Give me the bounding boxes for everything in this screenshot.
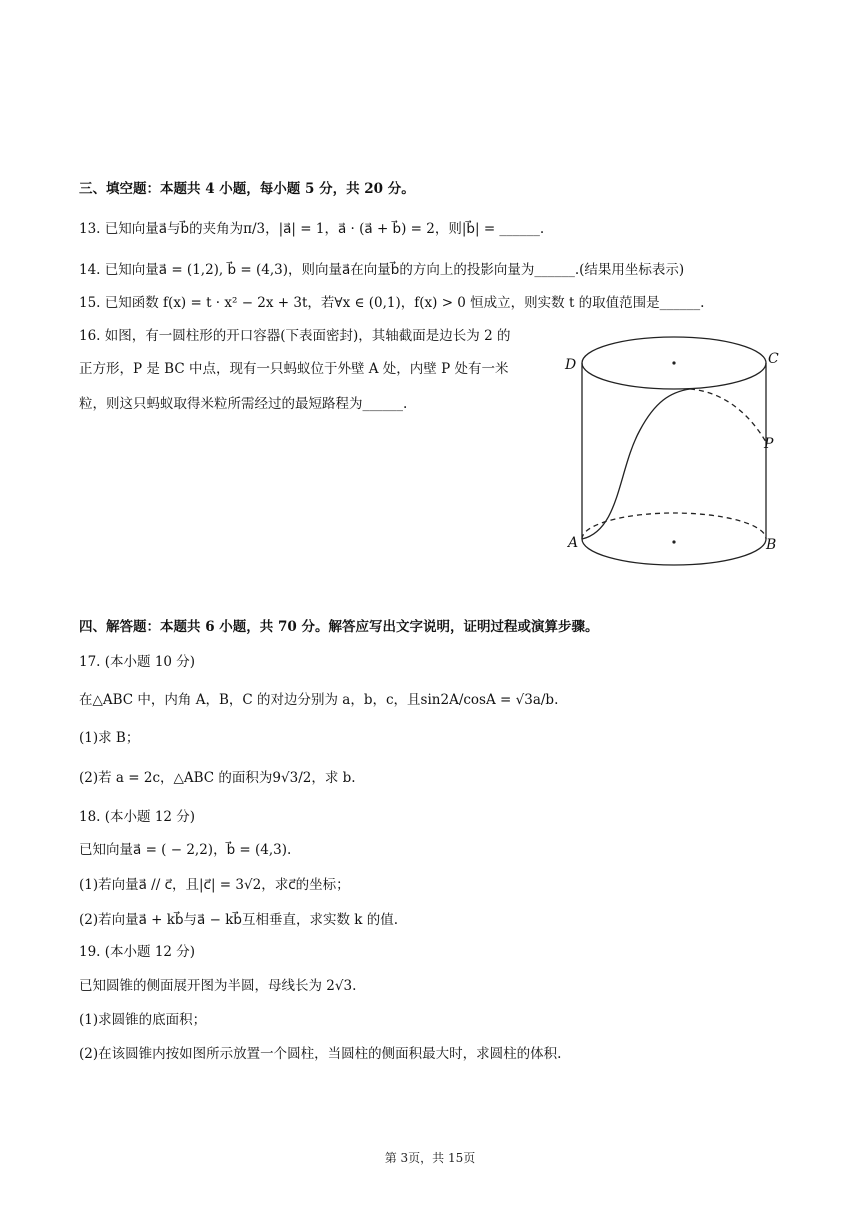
ant-path-outer (582, 389, 690, 539)
question-19-title: 19. (本小题 12 分) (79, 944, 196, 960)
cylinder-bottom-back-arc (582, 513, 766, 539)
label-D: D (565, 357, 577, 373)
question-19-stem: 已知圆锥的侧面展开图为半圆，母线长为 2√3. (79, 978, 357, 994)
question-17-title: 17. (本小题 10 分) (79, 654, 196, 670)
top-center-dot (672, 361, 675, 364)
question-16-line-1: 16. 如图，有一圆柱形的开口容器(下表面密封)，其轴截面是边长为 2 的 (79, 328, 511, 344)
question-19-part-2: (2)在该圆锥内按如图所示放置一个圆柱，当圆柱的侧面积最大时，求圆柱的体积. (79, 1046, 562, 1062)
question-17-stem: 在△ABC 中，内角 A，B，C 的对边分别为 a，b，c，且sin2A/cosA = √3a/b. (79, 692, 559, 708)
question-19-part-1: (1)求圆锥的底面积； (79, 1012, 207, 1028)
question-18-stem: 已知向量a⃗ = ( − 2,2)，b⃗ = (4,3). (79, 842, 292, 858)
question-15: 15. 已知函数 f(x) = t · x² − 2x + 3t，若∀x ∈ (0,1)，f(x) > 0 恒成立，则实数 t 的取值范围是______. (79, 295, 705, 311)
question-18-part-1: (1)若向量a⃗ // c⃗，且|c⃗| = 3√2，求c⃗的坐标； (79, 877, 350, 893)
question-16-line-3: 粒，则这只蚂蚁取得米粒所需经过的最短路程为______. (79, 396, 408, 412)
label-A: A (568, 535, 579, 551)
label-C: C (768, 351, 779, 367)
question-14: 14. 已知向量a⃗ = (1,2), b⃗ = (4,3)，则向量a⃗在向量b⃗的方向上的投影向量为______.(结果用坐标表示) (79, 262, 685, 278)
cylinder-figure (560, 330, 790, 570)
question-13: 13. 已知向量a⃗与b⃗的夹角为π/3，|a⃗| = 1，a⃗ · (a⃗ + b⃗) = 2，则|b⃗| = ______. (79, 221, 545, 237)
ant-path-inner (690, 389, 766, 442)
question-18-part-2: (2)若向量a⃗ + kb⃗与a⃗ − kb⃗互相垂直，求实数 k 的值. (79, 912, 399, 928)
question-17-part-2: (2)若 a = 2c，△ABC 的面积为9√3/2，求 b. (79, 770, 356, 786)
question-16-line-2: 正方形，P 是 BC 中点，现有一只蚂蚁位于外壁 A 处，内壁 P 处有一米 (79, 361, 509, 377)
question-18-title: 18. (本小题 12 分) (79, 809, 196, 825)
section-heading-fill-in: 三、填空题：本题共 4 小题，每小题 5 分，共 20 分。 (79, 181, 415, 197)
section-heading-solve: 四、解答题：本题共 6 小题，共 70 分。解答应写出文字说明，证明过程或演算步骤。 (79, 619, 599, 635)
bottom-center-dot (672, 540, 675, 543)
label-B: B (766, 537, 777, 553)
page-footer: 第 3页，共 15页 (384, 1151, 476, 1165)
question-17-part-1: (1)求 B； (79, 730, 140, 746)
label-P: P (764, 436, 774, 452)
